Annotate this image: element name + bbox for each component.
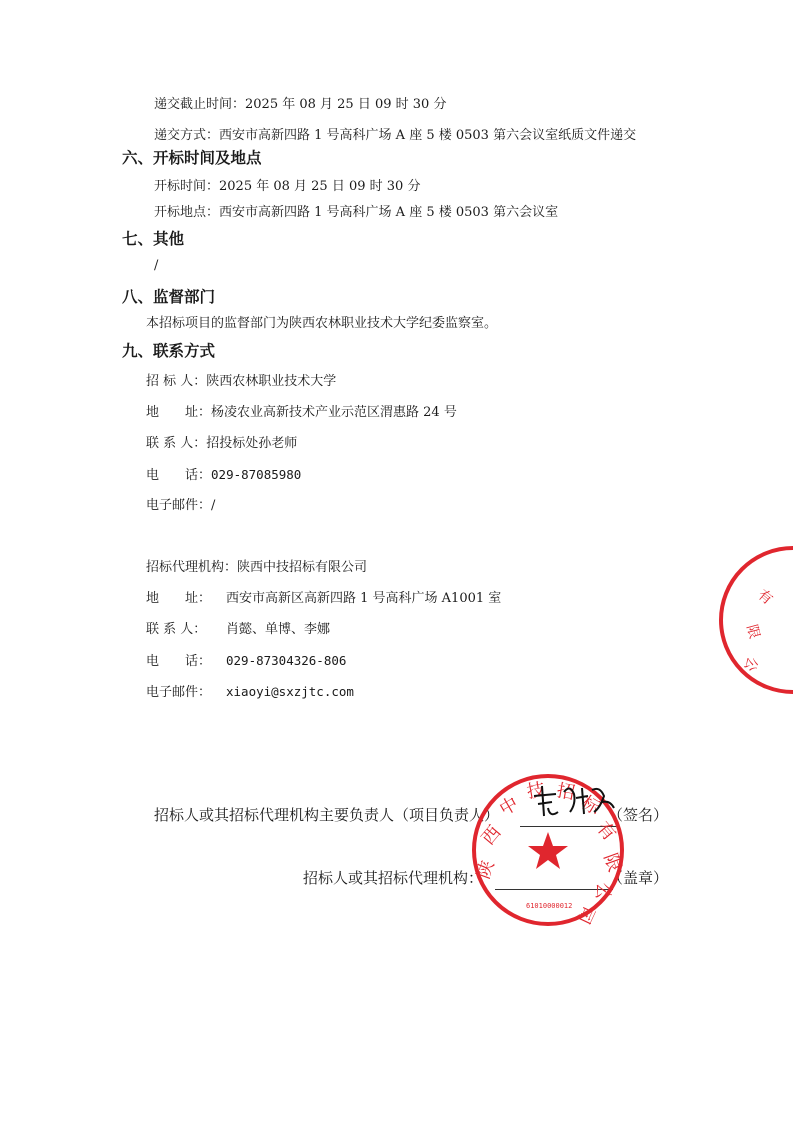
handwritten-signature-icon [530,778,620,828]
seal-line-label: 招标人或其招标代理机构： [303,869,484,887]
seal-suffix: （盖章） [608,869,669,887]
tenderer-email: / [211,498,216,513]
section-8-content: 本招标项目的监督部门为陕西农林职业技术大学纪委监察室。 [146,316,498,331]
agency-name: 陕西中技招标有限公司 [237,560,368,575]
tenderer-name-row [146,374,336,390]
tenderer-phone: 029-87085980 [211,467,302,482]
signature-line-label: 招标人或其招标代理机构主要负责人（项目负责人） [154,806,500,824]
agency-address: 西安市高新区高新四路 1 号高科广场 A1001 室 [226,591,502,606]
svg-text:61010000012: 61010000012 [526,902,573,910]
tenderer-email-row [146,498,215,514]
svg-text:限: 限 [743,622,763,641]
submission-method: 递交方式：西安市高新四路 1 号高科广场 A 座 5 楼 0503 第六会议室纸质文件递交 [154,128,637,143]
agency-phone-row [146,653,346,670]
agency-contact-label: 联 系 人： [146,622,207,637]
tenderer-phone-row [146,467,301,484]
tenderer-contact-label: 联 系 人： [146,436,207,451]
svg-text:司: 司 [571,901,599,928]
svg-text:技: 技 [525,779,547,803]
agency-phone-label: 电 话： [146,654,212,669]
agency-address-row [146,591,501,607]
tenderer-address-label: 地 址： [146,405,212,420]
section-8-heading: 八、监督部门 [122,287,216,306]
agency-name-row [146,560,367,576]
section-7-content: / [154,258,159,273]
section-9-heading: 九、联系方式 [122,341,216,360]
svg-text:有: 有 [754,586,776,609]
section-6-heading: 六、开标时间及地点 [122,148,262,167]
opening-time: 开标时间：2025 年 08 月 25 日 09 时 30 分 [154,179,421,194]
tenderer-name-label: 招 标 人： [146,374,207,389]
agency-contact-row [146,622,330,638]
svg-text:招: 招 [555,780,577,805]
svg-text:中: 中 [496,793,523,821]
partial-seal-icon [705,540,793,700]
section-7-heading: 七、其他 [122,229,185,248]
tenderer-contact: 招投标处孙老师 [206,436,298,451]
svg-text:公: 公 [591,881,614,902]
agency-name-label: 招标代理机构： [146,560,238,575]
agency-contact: 肖懿、单博、李娜 [226,622,331,637]
svg-text:西: 西 [477,821,506,850]
submission-deadline: 递交截止时间：2025 年 08 月 25 日 09 时 30 分 [154,97,447,112]
svg-text:限: 限 [599,850,626,875]
tenderer-phone-label: 电 话： [146,468,212,483]
signature-suffix: （签名） [608,806,669,824]
agency-address-label: 地 址： [146,591,212,606]
tenderer-address-row [146,405,457,421]
svg-text:有: 有 [592,817,620,846]
svg-text:标: 标 [577,792,604,820]
tenderer-name: 陕西农林职业技术大学 [206,374,337,389]
agency-email: xiaoyi@sxzjtc.com [226,684,354,699]
opening-place: 开标地点：西安市高新四路 1 号高科广场 A 座 5 楼 0503 第六会议室 [154,205,559,220]
tenderer-address: 杨凌农业高新技术产业示范区渭惠路 24 号 [211,405,457,420]
tenderer-contact-row [146,436,297,452]
svg-text:公: 公 [740,654,761,674]
agency-phone: 029-87304326-806 [226,653,347,668]
agency-email-row [146,684,354,701]
svg-text:陕: 陕 [472,857,499,882]
agency-email-label: 电子邮件： [146,685,212,700]
tenderer-email-label: 电子邮件： [146,498,212,513]
